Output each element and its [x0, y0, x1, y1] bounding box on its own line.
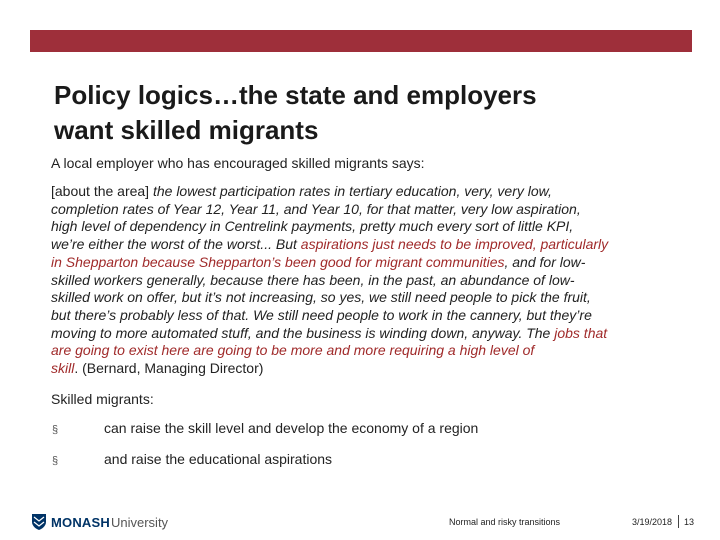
quote-line — [51, 183, 701, 201]
page-number: 13 — [684, 517, 695, 527]
quote-line — [51, 360, 701, 378]
top-accent-bar — [30, 30, 692, 52]
quote-highlight: jobs that — [554, 324, 608, 341]
intro-text: A local employer who has encouraged skilled migrants says: — [51, 155, 425, 171]
slide-body — [51, 155, 701, 482]
quote-line — [51, 236, 701, 254]
quote-segment: completion rates of Year 12, Year 11, and Year 10, for that matter, very low aspiration, — [51, 200, 581, 217]
quote-segment: high level of dependency in Centrelink payments, pretty much every sort of little KPI, — [51, 218, 574, 235]
quote-line — [51, 325, 701, 343]
quote-line — [51, 289, 701, 307]
bullet-text: can raise the skill level and develop the economy of a region — [104, 419, 479, 436]
quote-line — [51, 342, 701, 360]
title-line-2: want skilled migrants — [54, 115, 319, 145]
quote-line — [51, 201, 701, 219]
quote-highlight: are going to exist here are going to be more and more requiring a high level of — [51, 342, 535, 359]
bullet-list — [51, 420, 701, 482]
slide-title — [54, 78, 694, 148]
skilled-migrants-heading: Skilled migrants: — [51, 390, 154, 407]
footer-presentation-title: Normal and risky transitions — [449, 517, 561, 527]
bullet-marker: § — [52, 454, 59, 467]
quote-highlight: aspirations just needs to be improved, particularly — [300, 236, 609, 253]
quote-line — [51, 272, 701, 290]
bullet-text: and raise the educational aspirations — [104, 450, 333, 467]
footer-divider — [678, 515, 679, 528]
bullet-marker: § — [52, 423, 59, 436]
list-item — [51, 451, 701, 482]
quote-segment: moving to more automated stuff, and the business is winding down, anyway. The — [51, 324, 555, 341]
logo-wordmark-main: MONASH — [51, 514, 110, 530]
quote-segment: skilled workers generally, because there has been, in the past, an abundance of low- — [51, 271, 575, 288]
quote-segment: [about the area] — [51, 183, 153, 199]
quote-segment: but there’s probably less of that. We still need people to work in the cannery, but they’re — [51, 306, 592, 323]
slide-footer — [0, 505, 720, 540]
monash-logo — [31, 513, 168, 531]
quote-line — [51, 307, 701, 325]
list-item — [51, 420, 701, 451]
monash-shield-icon — [31, 513, 47, 531]
employer-quote — [51, 183, 701, 378]
quote-segment: , and for low- — [504, 253, 586, 270]
quote-line — [51, 218, 701, 236]
quote-segment: skilled work on offer, but it’s not increasing, so yes, we still need people to pick the fruit, — [51, 289, 591, 306]
footer-date: 3/19/2018 — [632, 517, 673, 527]
quote-highlight: skill — [51, 360, 75, 377]
quote-line — [51, 254, 701, 272]
quote-segment: we’re either the worst of the worst... But — [51, 236, 301, 253]
quote-highlight: in Shepparton because Shepparton’s been good for migrant communities — [51, 253, 505, 270]
logo-wordmark-sub: University — [110, 514, 169, 530]
quote-segment: the lowest participation rates in tertiary education, very, very low, — [152, 183, 552, 199]
title-line-1: Policy logics…the state and employers — [54, 80, 537, 110]
quote-segment: . (Bernard, Managing Director) — [74, 360, 264, 377]
